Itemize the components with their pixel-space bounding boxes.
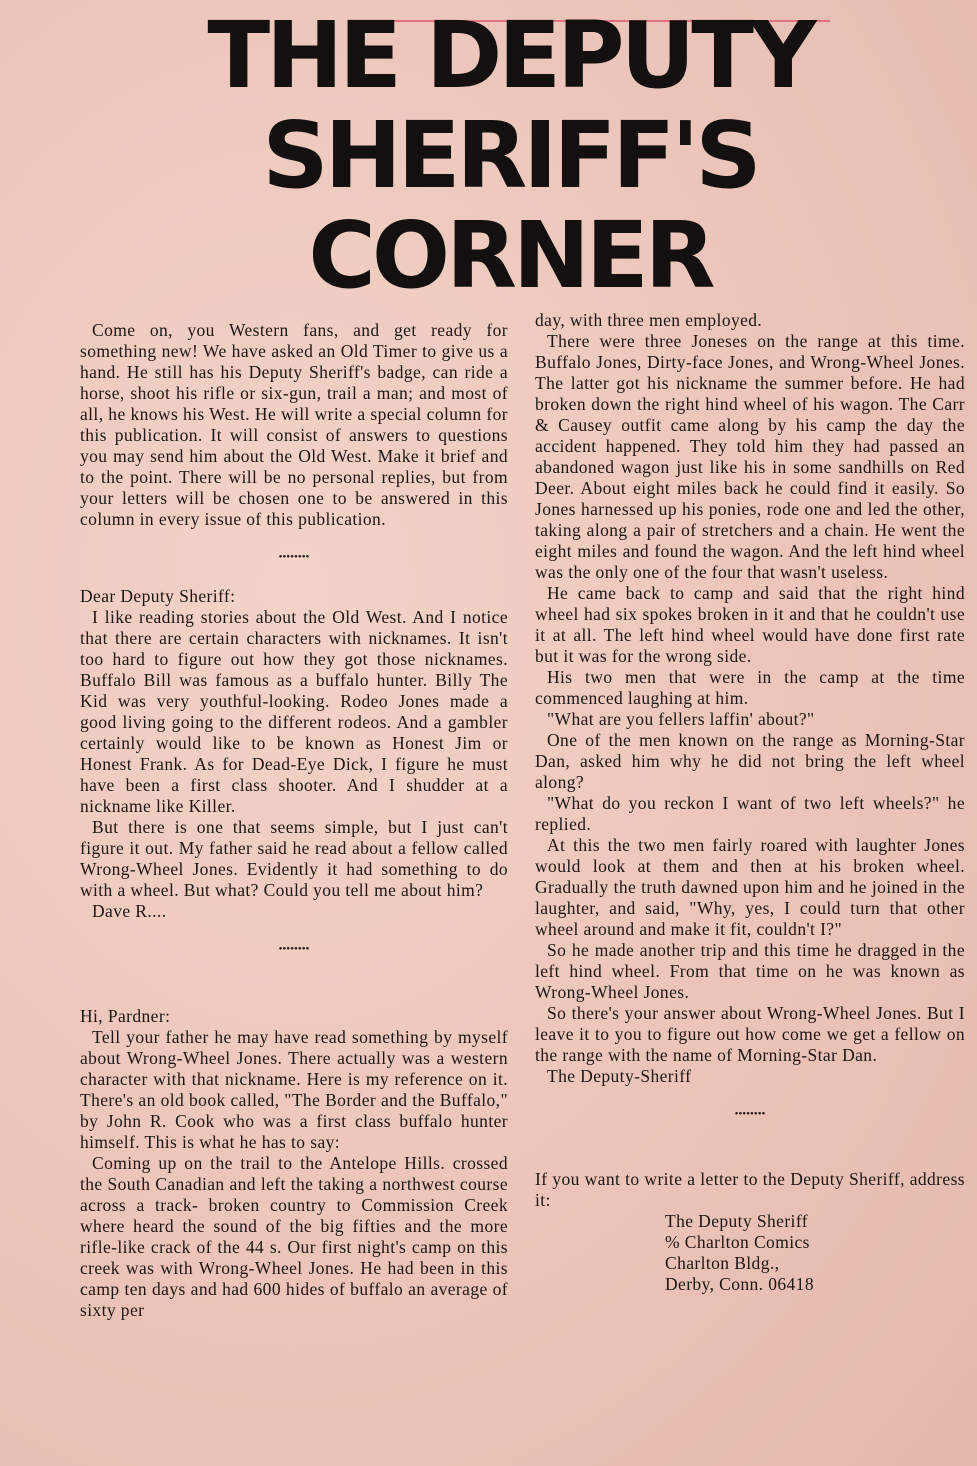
address-line: Charlton Bldg., — [665, 1253, 780, 1273]
reply-signature: The Deputy-Sheriff — [547, 1066, 692, 1086]
letter-salutation: Dear Deputy Sheriff: — [80, 586, 236, 606]
title-line-3: CORNER — [308, 202, 712, 309]
right-column — [535, 310, 965, 1295]
letter-paragraph: But there is one that seems simple, but I just can't figure it out. My father said he read about a fellow called Wrong-Wheel Jones. Evidently it had something to do with a wheel. But what? Could you tell me about him? — [80, 817, 508, 900]
letter-paragraph: I like reading stories about the Old West. And I notice that there are certain characters with nicknames. It isn't too hard to figure out how they got those nicknames. Buffalo Bill was famous as a buffalo hunter. Billy The Kid was very youthful-looking. Rodeo Jones made a good living going to the different rodeos. And a gambler certainly would like to be known as Honest Jim or Honest Frank. As for Dead-Eye Dick, I figure he must have been a first class shooter. And I shudder at a nickname like Killer. — [80, 607, 508, 816]
reply-salutation: Hi, Pardner: — [80, 1006, 171, 1026]
page-title — [60, 2, 960, 309]
separator: •••••••• — [278, 943, 310, 955]
intro-paragraph: Come on, you Western fans, and get ready for something new! We have asked an Old Timer to give us a hand. He still has his Deputy Sheriff's badge, can ride a horse, shoot his rifle or six-gun, trail a man; and most of all, he knows his West. He will write a special column for this publication. It will consist of answers to questions you may send him about the Old West. Make it brief and to the point. There will be no personal replies, but from your letters will be chosen one to be answered in this column in every issue of this publication. — [80, 320, 508, 529]
letter-signature: Dave R.... — [92, 901, 167, 921]
separator: •••••••• — [734, 1108, 766, 1120]
reply-paragraph: His two men that were in the camp at the time commenced laughing at him. — [535, 667, 965, 708]
write-in-instructions: If you want to write a letter to the Deputy Sheriff, address it: — [535, 1169, 965, 1210]
reply-paragraph: So he made another trip and this time he dragged in the left hind wheel. From that time on he was known as Wrong-Wheel Jones. — [535, 940, 965, 1002]
reply-paragraph: "What do you reckon I want of two left wheels?" he replied. — [535, 793, 965, 834]
separator: •••••••• — [278, 551, 310, 563]
reply-paragraph: At this the two men fairly roared with laughter Jones would look at them and then at his broken wheel. Gradually the truth dawned upon him and he joined in the laughter, and said, "Why, yes, I could turn that other wheel around and make it fit, couldn't I?" — [535, 835, 965, 939]
reply-paragraph: There were three Joneses on the range at this time. Buffalo Jones, Dirty-face Jones, and Wrong-Wheel Jones. The latter got his nickname the summer before. He had broken down the right hind wheel of his wagon. The Carr & Causey outfit came along by his camp the day the accident happened. They told him they had passed an abandoned wagon just like his in some sandhills on Red Deer. About eight miles back he could find it easily. So Jones harnessed up his ponies, rode one and led the other, taking along a pair of stretchers and a chain. He went the eight miles and found the wagon. And the left hind wheel was the only one of the four that wasn't useless. — [535, 331, 965, 582]
reply-paragraph: One of the men known on the range as Morning-Star Dan, asked him why he did not bring the left wheel along? — [535, 730, 965, 792]
mailing-address — [535, 1211, 965, 1295]
reply-quote: Coming up on the trail to the Antelope Hills. crossed the South Canadian and left the taking a northwest course across a track- broken country to Commission Creek where heard the sound of the big fifties and the more rifle-like crack of the 44 s. Our first night's camp on this creek was with Wrong-Wheel Jones. He had been in this camp ten days and had 600 hides of buffalo an average of sixty per — [80, 1153, 508, 1320]
reply-paragraph: "What are you fellers laffin' about?" — [547, 709, 815, 729]
address-line: % Charlton Comics — [665, 1232, 810, 1252]
address-line: The Deputy Sheriff — [665, 1211, 808, 1231]
reply-paragraph: Tell your father he may have read something by myself about Wrong-Wheel Jones. There actually was a western character with that nickname. Here is my reference on it. There's an old book called, "The Border and the Buffalo," by John R. Cook who was a first class buffalo hunter himself. This is what he has to say: — [80, 1027, 508, 1152]
address-line: Derby, Conn. 06418 — [665, 1274, 814, 1294]
left-column — [80, 320, 508, 1321]
title-line-2: SHERIFF'S — [262, 102, 758, 209]
reply-paragraph: So there's your answer about Wrong-Wheel Jones. But I leave it to you to figure out how come we get a fellow on the range with the name of Morning-Star Dan. — [535, 1003, 965, 1065]
title-line-1: THE DEPUTY — [207, 2, 813, 109]
reply-paragraph: He came back to camp and said that the right hind wheel had six spokes broken in it and that he couldn't use it at all. The left hind wheel would have done first rate but it was for the wrong side. — [535, 583, 965, 666]
reply-paragraph: day, with three men employed. — [535, 310, 763, 330]
